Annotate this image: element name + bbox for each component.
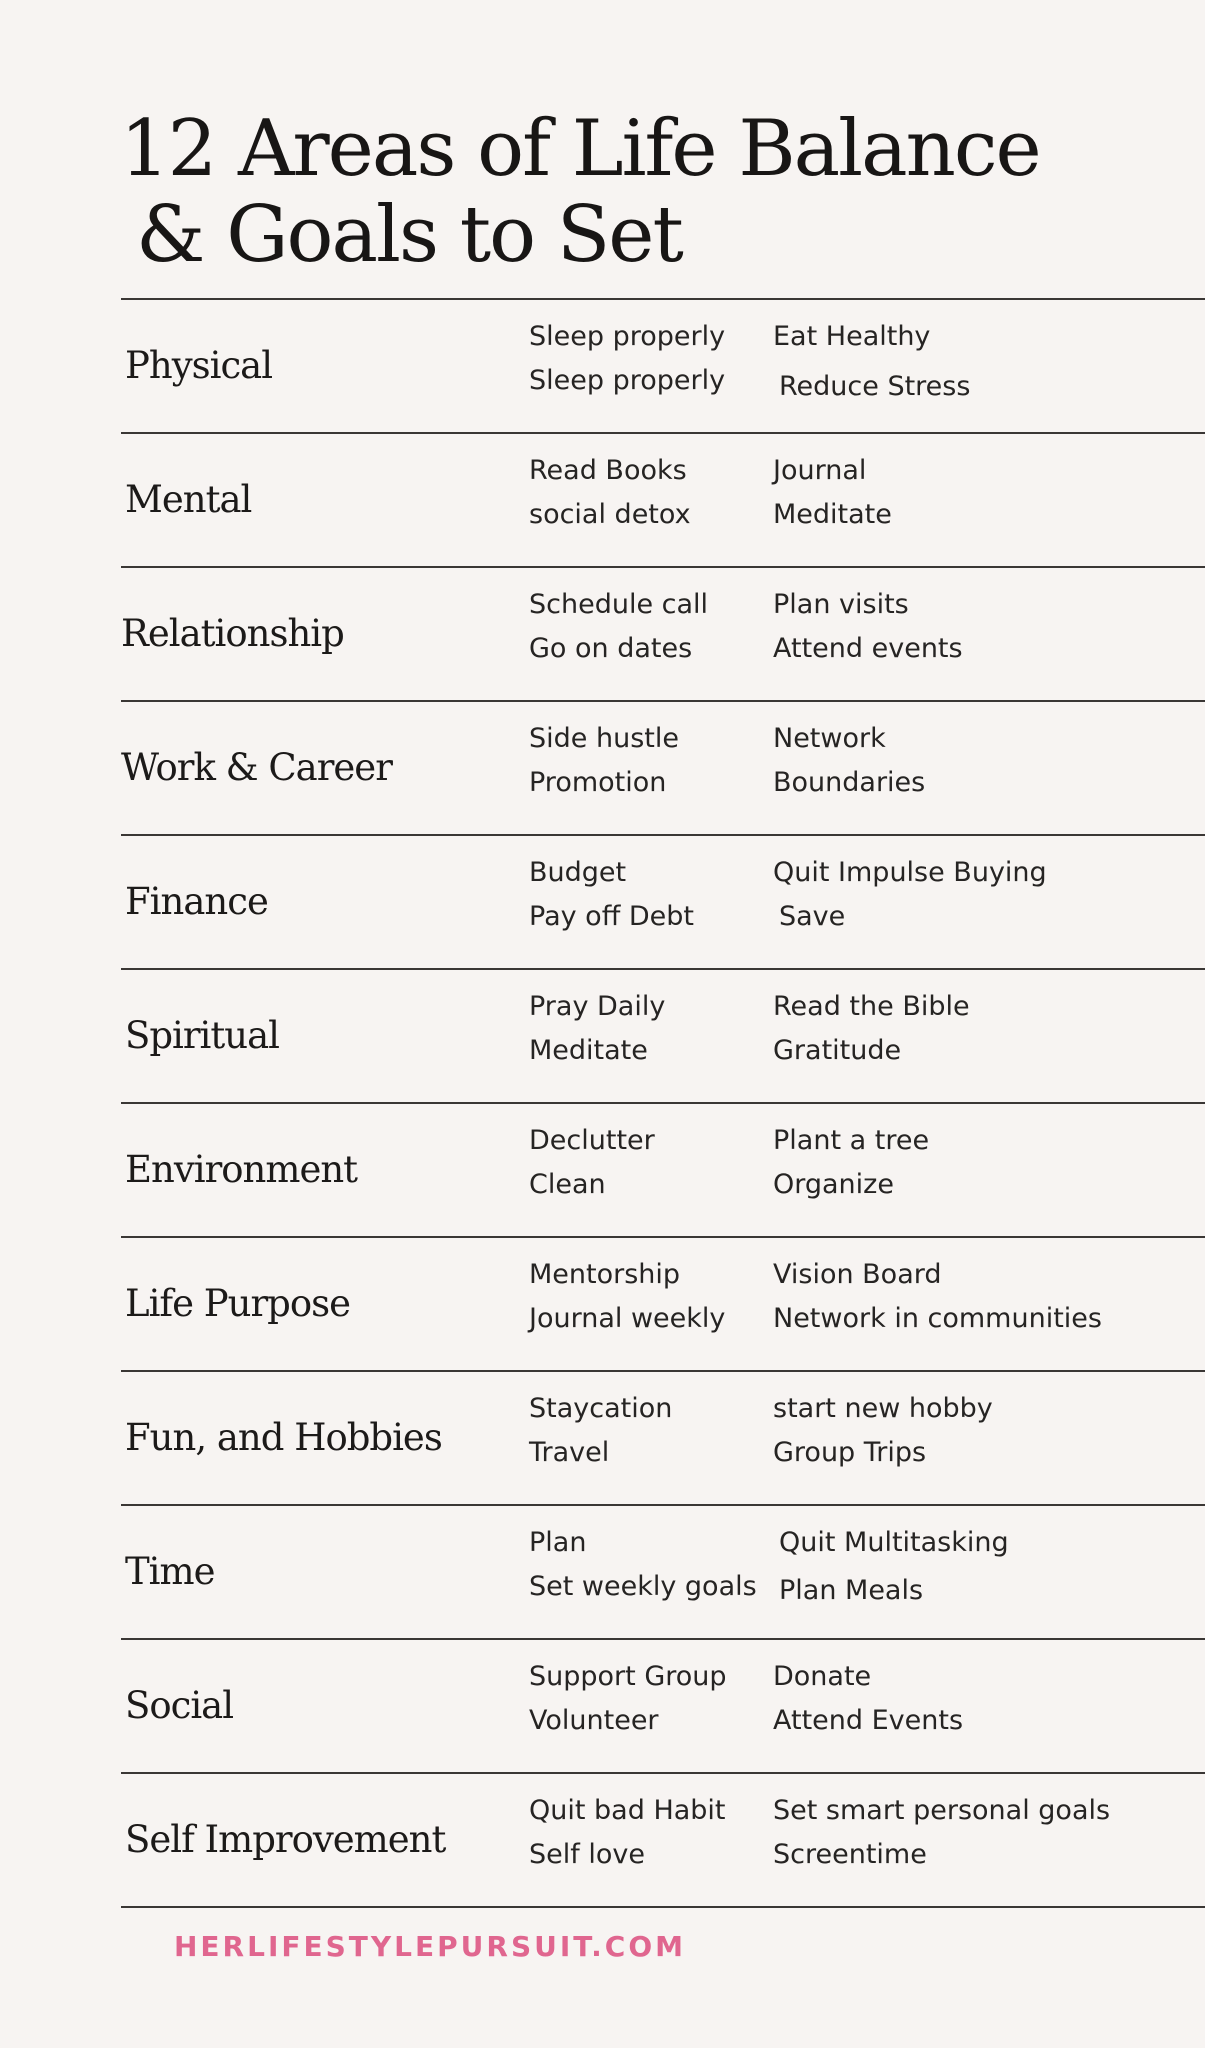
area-name: Self Improvement (125, 1818, 446, 1861)
table-row (121, 970, 1205, 1104)
goal-item: Journal (773, 455, 867, 486)
table-row (121, 1506, 1205, 1640)
table-row (121, 300, 1205, 434)
areas-table (121, 298, 1205, 1908)
area-name: Mental (125, 478, 252, 521)
goal-item: Pray Daily (529, 991, 666, 1022)
goal-item: Organize (773, 1169, 894, 1200)
goal-item: Clean (529, 1169, 606, 1200)
title-line-2: & Goals to Set (136, 190, 682, 280)
goal-item: Vision Board (773, 1259, 942, 1290)
goal-item: Schedule call (529, 589, 709, 620)
goal-item: Volunteer (529, 1705, 659, 1736)
goal-item: Meditate (529, 1035, 648, 1066)
goal-item: Travel (529, 1437, 610, 1468)
goal-item: Sleep properly (529, 365, 726, 396)
table-row (121, 1104, 1205, 1238)
table-row (121, 434, 1205, 568)
goal-item: Declutter (529, 1125, 655, 1156)
table-row (121, 1774, 1205, 1908)
goal-item: Self love (529, 1839, 645, 1870)
goal-item: Meditate (773, 499, 892, 530)
goal-item: social detox (529, 499, 691, 530)
area-name: Spiritual (125, 1014, 279, 1057)
goal-item: Quit Multitasking (779, 1527, 1009, 1558)
goal-item: Read Books (529, 455, 687, 486)
area-name: Social (125, 1684, 234, 1727)
area-name: Work & Career (121, 746, 392, 789)
goal-item: Support Group (529, 1661, 727, 1692)
goal-item: Boundaries (773, 767, 926, 798)
area-name: Relationship (121, 612, 344, 655)
table-row (121, 836, 1205, 970)
goal-item: Plan (529, 1527, 587, 1558)
goal-item: Journal weekly (529, 1303, 726, 1334)
goal-item: Gratitude (773, 1035, 902, 1066)
goal-item: Plan visits (773, 589, 909, 620)
goal-item: Budget (529, 857, 627, 888)
goal-item: Save (779, 901, 846, 932)
goal-item: start new hobby (773, 1393, 993, 1424)
area-name: Finance (125, 880, 268, 923)
table-row (121, 702, 1205, 836)
table-row (121, 1640, 1205, 1774)
goal-item: Attend Events (773, 1705, 964, 1736)
table-row (121, 1372, 1205, 1506)
goal-item: Reduce Stress (779, 371, 971, 402)
table-row (121, 1238, 1205, 1372)
goal-item: Network (773, 723, 886, 754)
title-line-1: 12 Areas of Life Balance (120, 104, 1040, 194)
goal-item: Quit bad Habit (529, 1795, 726, 1826)
goal-item: Mentorship (529, 1259, 681, 1290)
goal-item: Set weekly goals (529, 1571, 757, 1602)
goal-item: Quit Impulse Buying (773, 857, 1047, 888)
goal-item: Read the Bible (773, 991, 970, 1022)
goal-item: Sleep properly (529, 321, 726, 352)
goal-item: Side hustle (529, 723, 679, 754)
goal-item: Network in communities (773, 1303, 1102, 1334)
goal-item: Eat Healthy (773, 321, 931, 352)
goal-item: Staycation (529, 1393, 673, 1424)
area-name: Time (125, 1550, 215, 1593)
website-credit: HERLIFESTYLEPURSUIT.COM (174, 1930, 686, 1963)
goal-item: Promotion (529, 767, 667, 798)
goal-item: Screentime (773, 1839, 927, 1870)
goal-item: Plan Meals (779, 1575, 924, 1606)
goal-item: Plant a tree (773, 1125, 930, 1156)
table-row (121, 568, 1205, 702)
goal-item: Pay off Debt (529, 901, 695, 932)
goal-item: Set smart personal goals (773, 1795, 1111, 1826)
area-name: Environment (125, 1148, 358, 1191)
goal-item: Go on dates (529, 633, 693, 664)
area-name: Fun, and Hobbies (125, 1416, 442, 1459)
page-title (120, 106, 1040, 278)
goal-item: Donate (773, 1661, 872, 1692)
goal-item: Attend events (773, 633, 963, 664)
area-name: Physical (125, 344, 273, 387)
area-name: Life Purpose (125, 1282, 351, 1325)
goal-item: Group Trips (773, 1437, 927, 1468)
